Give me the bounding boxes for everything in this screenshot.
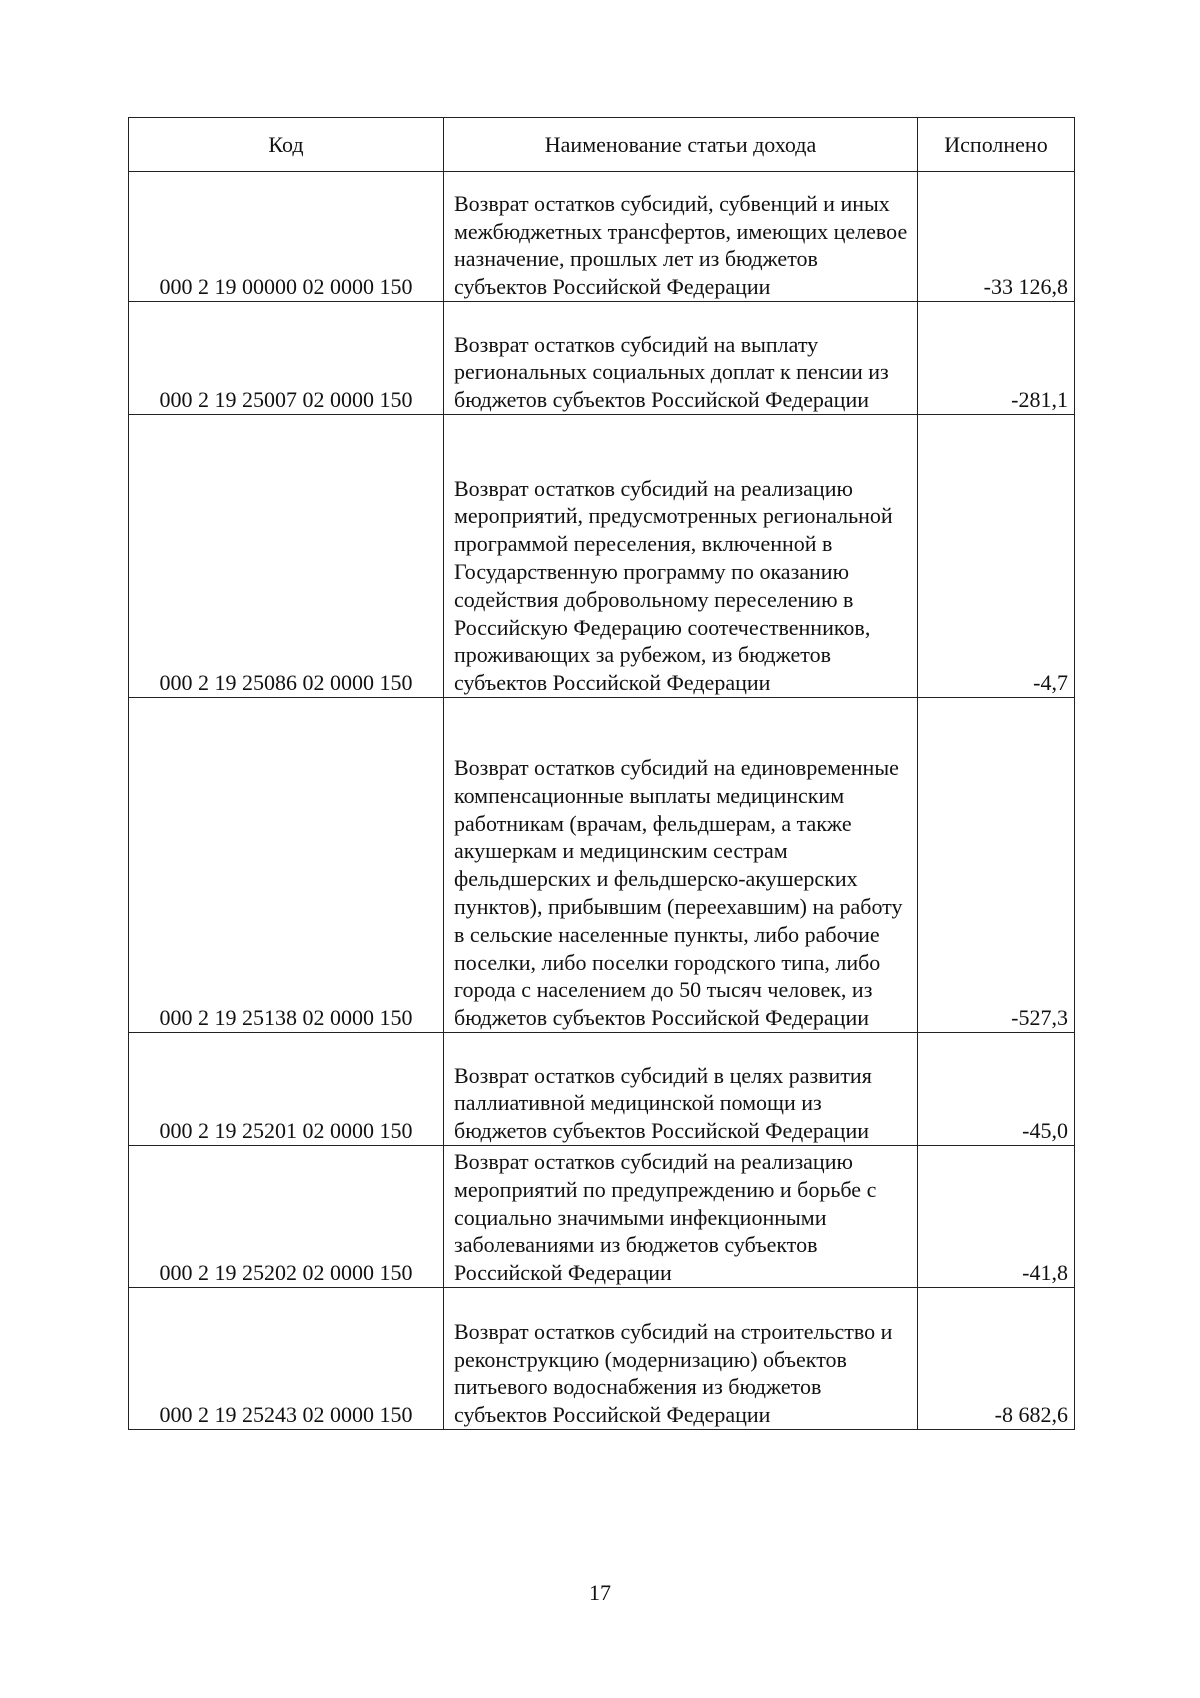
row-code: 000 2 19 25086 02 0000 150 <box>129 415 444 698</box>
table-row <box>129 172 1075 302</box>
row-amount: -281,1 <box>918 302 1075 415</box>
row-amount: -45,0 <box>918 1033 1075 1146</box>
row-amount: -527,3 <box>918 698 1075 1033</box>
page-number: 17 <box>589 1580 611 1605</box>
row-name: Возврат остатков субсидий на выплату региональных социальных доплат к пенсии из бюджетов субъектов Российской Федерации <box>444 302 918 415</box>
row-code: 000 2 19 25138 02 0000 150 <box>129 698 444 1033</box>
row-amount: -4,7 <box>918 415 1075 698</box>
row-amount: -33 126,8 <box>918 172 1075 302</box>
row-code: 000 2 19 25243 02 0000 150 <box>129 1288 444 1430</box>
table-header <box>129 118 1075 172</box>
row-code: 000 2 19 25202 02 0000 150 <box>129 1146 444 1288</box>
row-amount: -41,8 <box>918 1146 1075 1288</box>
table-body <box>129 172 1075 1430</box>
header-row <box>129 118 1075 172</box>
table-row <box>129 698 1075 1033</box>
row-name: Возврат остатков субсидий на единовременные компенсационные выплаты медицинским работникам (врачам, фельдшерам, а также акушеркам и медицинским сестрам фельдшерских и фельдшерско-акушерских пунктов), прибывшим (переехавшим) на работу в сельские населенные пункты, либо рабочие поселки, либо поселки городского типа, либо города с населением до 50 тысяч человек, из бюджетов субъектов Российской Федерации <box>444 698 918 1033</box>
table-row <box>129 1288 1075 1430</box>
row-code: 000 2 19 00000 02 0000 150 <box>129 172 444 302</box>
table-row <box>129 302 1075 415</box>
table-row <box>129 1146 1075 1288</box>
row-name: Возврат остатков субсидий на реализацию мероприятий по предупреждению и борьбе с социально значимыми инфекционными заболеваниями из бюджетов субъектов Российской Федерации <box>444 1146 918 1288</box>
row-name: Возврат остатков субсидий в целях развития паллиативной медицинской помощи из бюджетов субъектов Российской Федерации <box>444 1033 918 1146</box>
revenue-table <box>128 117 1075 1430</box>
header-name: Наименование статьи дохода <box>444 118 918 172</box>
row-amount: -8 682,6 <box>918 1288 1075 1430</box>
header-amount: Исполнено <box>918 118 1075 172</box>
row-name: Возврат остатков субсидий на строительство и реконструкцию (модернизацию) объектов питьевого водоснабжения из бюджетов субъектов Российской Федерации <box>444 1288 918 1430</box>
header-code: Код <box>129 118 444 172</box>
row-name: Возврат остатков субсидий, субвенций и иных межбюджетных трансфертов, имеющих целевое назначение, прошлых лет из бюджетов субъектов Российской Федерации <box>444 172 918 302</box>
row-name: Возврат остатков субсидий на реализацию мероприятий, предусмотренных региональной программой переселения, включенной в Государственную программу по оказанию содействия добровольному переселению в Российскую Федерацию соотечественников, проживающих за рубежом, из бюджетов субъектов Российской Федерации <box>444 415 918 698</box>
table-row <box>129 415 1075 698</box>
row-code: 000 2 19 25007 02 0000 150 <box>129 302 444 415</box>
row-code: 000 2 19 25201 02 0000 150 <box>129 1033 444 1146</box>
table-row <box>129 1033 1075 1146</box>
